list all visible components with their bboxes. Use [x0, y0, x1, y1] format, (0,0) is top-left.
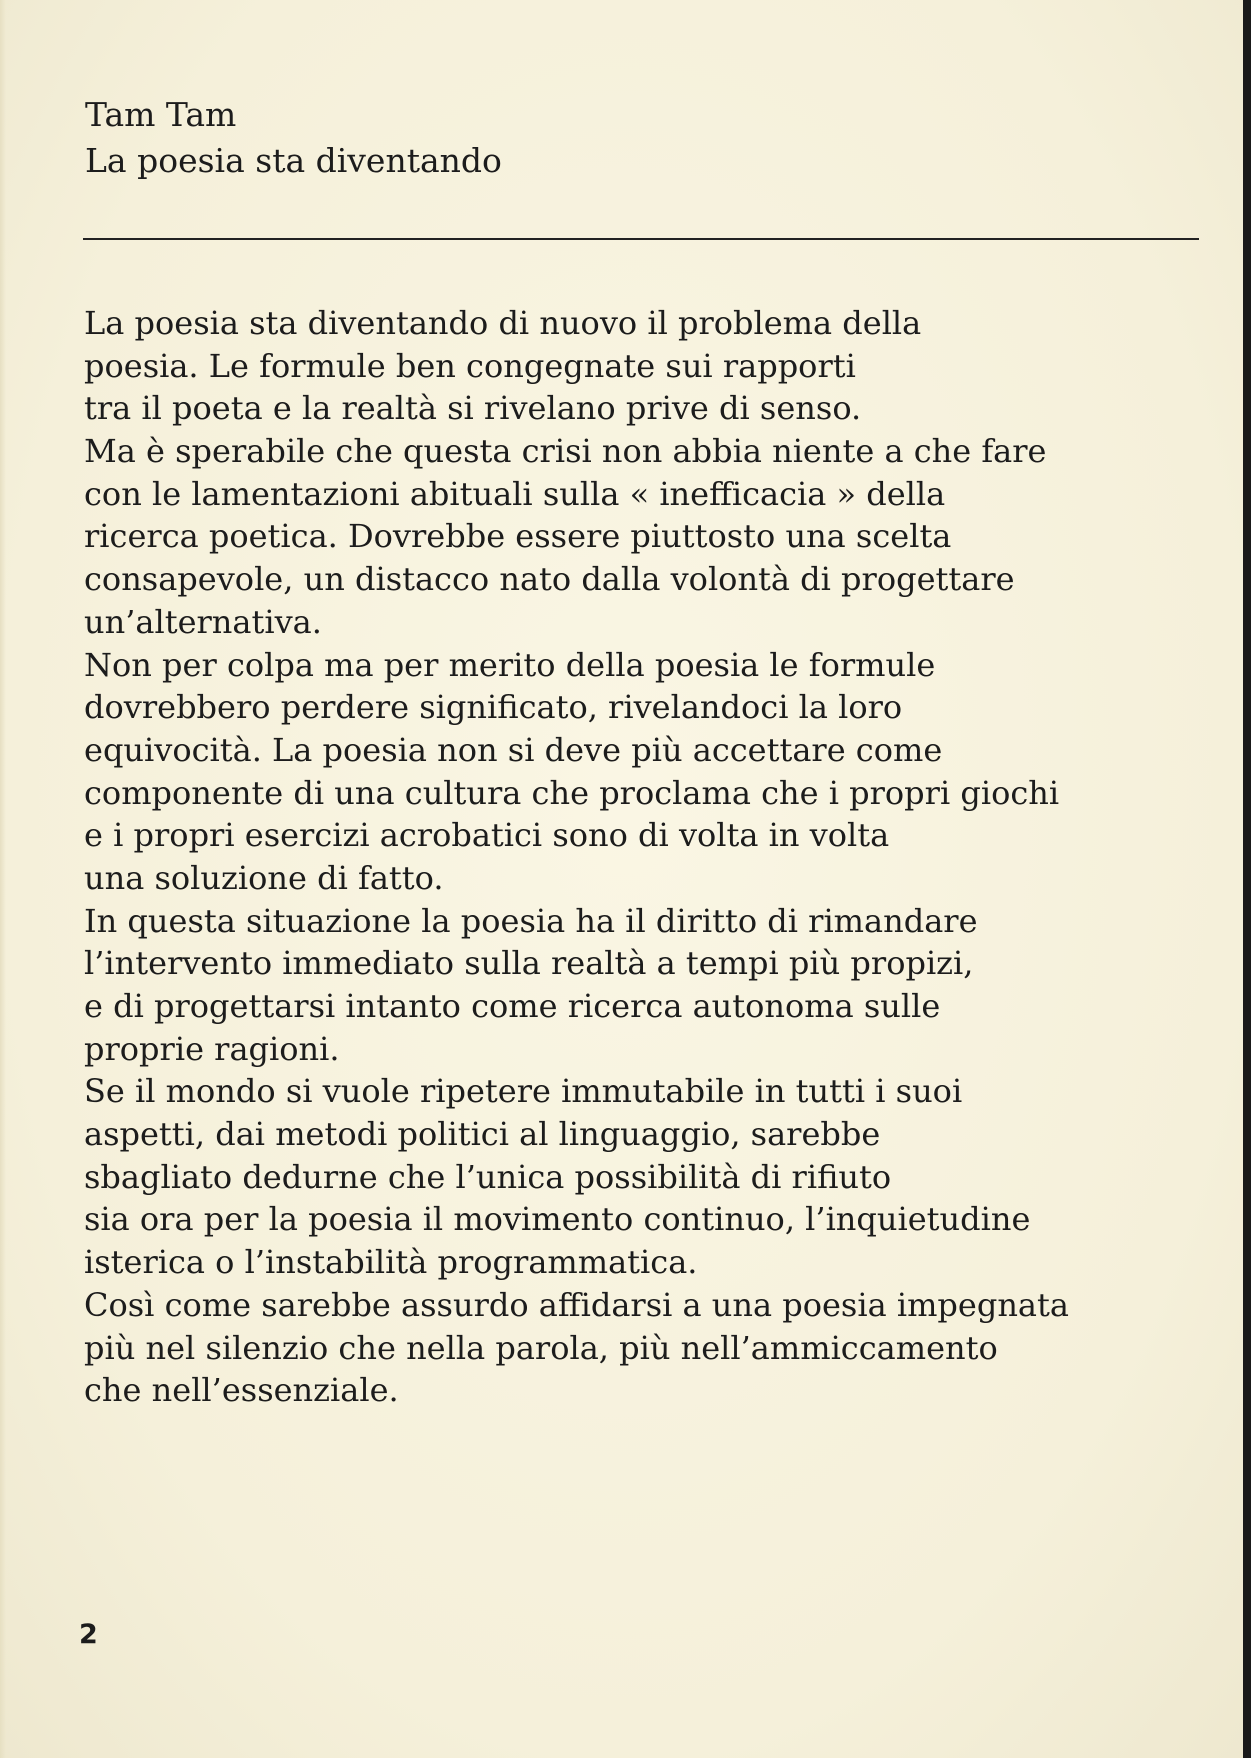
text-line: poesia. Le formule ben congegnate sui rapporti: [84, 346, 856, 385]
text-line: e di progettarsi intanto come ricerca autonoma sulle: [84, 987, 941, 1025]
page-header: [85, 92, 502, 184]
text-line: In questa situazione la poesia ha il diritto di rimandare: [84, 901, 978, 940]
text-line: ricerca poetica. Dovrebbe essere piuttosto una scelta: [84, 517, 952, 556]
text-line: Non per colpa ma per merito della poesia le formule: [84, 645, 936, 684]
page-number: 2: [79, 1619, 98, 1650]
text-line: che nell’essenziale.: [84, 1371, 399, 1410]
text-line: l’intervento immediato sulla realtà a tempi più propizi,: [84, 944, 974, 983]
text-line: componente di una cultura che proclama che i propri giochi: [84, 773, 1060, 812]
text-line: proprie ragioni.: [84, 1029, 340, 1068]
text-line: tra il poeta e la realtà si rivelano prive di senso.: [84, 389, 862, 428]
text-line: La poesia sta diventando di nuovo il problema della: [84, 304, 922, 342]
page-edge: [1243, 0, 1251, 1758]
text-line: equivocità. La poesia non si deve più accettare come: [84, 730, 943, 769]
text-line: sia ora per la poesia il movimento continuo, l’inquietudine: [84, 1200, 1031, 1239]
page-gutter-shadow: [0, 0, 6, 1758]
essay-body: [84, 302, 1234, 1412]
text-line: aspetti, dai metodi politici al linguaggio, sarebbe: [84, 1115, 881, 1154]
text-line: più nel silenzio che nella parola, più nell’ammiccamento: [84, 1328, 998, 1367]
essay-title: La poesia sta diventando: [85, 141, 502, 180]
text-line: consapevole, un distacco nato dalla volontà di progettare: [84, 560, 1015, 599]
text-line: e i propri esercizi acrobatici sono di volta in volta: [84, 816, 890, 855]
text-line: isterica o l’instabilità programmatica.: [84, 1243, 698, 1282]
text-line: Se il mondo si vuole ripetere immutabile in tutti i suoi: [84, 1072, 963, 1111]
text-line: con le lamentazioni abituali sulla « inefficacia » della: [84, 474, 946, 513]
text-line: una soluzione di fatto.: [84, 858, 444, 897]
text-line: Così come sarebbe assurdo affidarsi a una poesia impegnata: [84, 1285, 1069, 1324]
text-line: sbagliato dedurne che l’unica possibilità di rifiuto: [84, 1157, 892, 1196]
text-line: un’alternativa.: [84, 602, 322, 641]
header-divider: [83, 238, 1199, 240]
series-title: Tam Tam: [85, 95, 237, 134]
text-line: Ma è sperabile che questa crisi non abbia niente a che fare: [84, 432, 1047, 471]
text-line: dovrebbero perdere significato, rivelandoci la loro: [84, 688, 903, 727]
